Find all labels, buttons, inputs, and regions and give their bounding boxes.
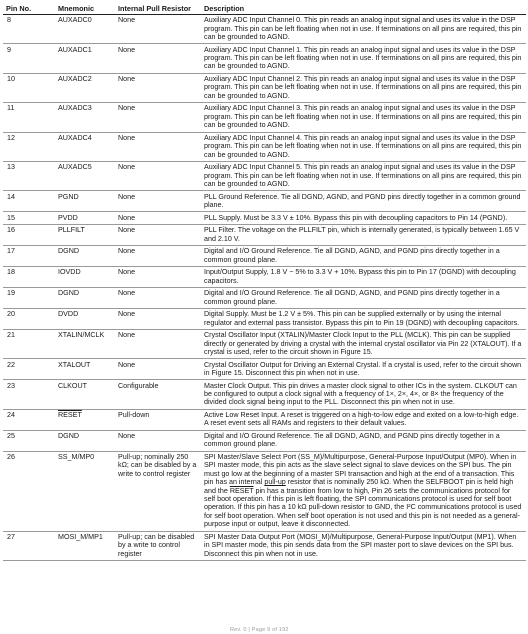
description: Crystal Oscillator Input (XTALIN)/Master Clock Input to the PLL (MCLK). This pin can be supplied directly or generated by driving a crystal with the internal crystal oscillator via Pin 22 (XTALOUT). If a crystal is used, refer to the circuit shown in Figure 15. [201, 330, 526, 359]
description: Digital and I/O Ground Reference. Tie all DGND, AGND, and PGND pins directly together in a common ground plane. [201, 288, 526, 309]
description: Auxiliary ADC Input Channel 2. This pin reads an analog input signal and uses its value in the DSP program. This pin can be left floating when not in use. If terminations on all pins are required, this pin can be grounded to AGND. [201, 73, 526, 102]
description-part: pin has a transition from low to high, Pin 26 sets the communications protocol for self boot operation. If this pin is left floating, the SPI communications protocol is used for self boot operation. If this pin has a 10 kΩ pull-down resistor to GND, the I²C communications protocol is used for self boot operation. When self boot operation is not used and this pin is not needed as a general-purpose input or output, leave it disconnected. [204, 486, 522, 529]
description: Input/Output Supply, 1.8 V − 5% to 3.3 V + 10%. Bypass this pin to Pin 17 (DGND) with decoupling capacitors. [201, 267, 526, 288]
pin-number: 16 [3, 225, 55, 246]
pin-number: 25 [3, 430, 55, 451]
table-row [3, 246, 526, 267]
description: Auxiliary ADC Input Channel 5. This pin reads an analog input signal and uses its value in the DSP program. This pin can be left floating when not in use. If terminations on all pins are required, this pin can be grounded to AGND. [201, 162, 526, 191]
page-footer: Rev. 0 | Page 9 of 192 [230, 627, 289, 633]
pin-number: 13 [3, 162, 55, 191]
pin-number: 21 [3, 330, 55, 359]
mnemonic: PVDD [55, 212, 115, 225]
reset-mnemonic-overbar: RESET [58, 411, 82, 420]
table-row [3, 409, 526, 430]
pin-number: 11 [3, 103, 55, 132]
pin-number: 24 [3, 409, 55, 430]
mnemonic: XTALIN/MCLK [55, 330, 115, 359]
pull-resistor: None [115, 359, 201, 380]
description: Crystal Oscillator Output for Driving an External Crystal. If a crystal is used, refer to the circuit shown in Figure 15. Disconnect this pin when not in use. [201, 359, 526, 380]
pull-resistor: None [115, 430, 201, 451]
description: PLL Supply. Must be 3.3 V ± 10%. Bypass this pin with decoupling capacitors to Pin 14 (PGND). [201, 212, 526, 225]
mnemonic: SS_M/MP0 [55, 451, 115, 531]
description: Master Clock Output. This pin drives a master clock signal to other ICs in the system. CLKOUT can be configured to output a clock signal with a frequency of 1×, 2×, 4×, or 8× the frequency of the divided clock signal being input to the PLL. Disconnect this pin when not in use. [201, 380, 526, 409]
description: Auxiliary ADC Input Channel 4. This pin reads an analog input signal and uses its value in the DSP program. This pin can be left floating when not in use. If terminations on all pins are required, this pin can be grounded to AGND. [201, 132, 526, 161]
mnemonic: DVDD [55, 309, 115, 330]
mnemonic: AUXADC5 [55, 162, 115, 191]
pin-number: 10 [3, 73, 55, 102]
description: SPI Master Data Output Port (MOSI_M)/Multipurpose, General-Purpose Input/Output (MP1). When in SPI master mode, this pin sends data from the SPI master port to slave devices on the SPI bus. Disconnect this pin when not in use. [201, 531, 526, 560]
description: PLL Filter. The voltage on the PLLFILT pin, which is internally generated, is typically between 1.65 V and 2.10 V. [201, 225, 526, 246]
mnemonic: AUXADC0 [55, 15, 115, 44]
table-row [3, 309, 526, 330]
mnemonic: PGND [55, 191, 115, 212]
pull-resistor: None [115, 267, 201, 288]
table-header-row [3, 3, 526, 15]
description: Digital Supply. Must be 1.2 V ± 5%. This pin can be supplied externally or by using the internal regulator and external pass transistor. Bypass this pin to Pin 19 (DGND) with decoupling capacitors. [201, 309, 526, 330]
pull-resistor: None [115, 15, 201, 44]
pull-resistor: None [115, 212, 201, 225]
pull-resistor: None [115, 309, 201, 330]
mnemonic: DGND [55, 430, 115, 451]
pin-number: 27 [3, 531, 55, 560]
table-row [3, 212, 526, 225]
table-row [3, 267, 526, 288]
mnemonic: MOSI_M/MP1 [55, 531, 115, 560]
table-row [3, 531, 526, 560]
pull-resistor: None [115, 246, 201, 267]
pull-resistor: Pull-up; can be disabled by a write to control register [115, 531, 201, 560]
pull-resistor: None [115, 162, 201, 191]
description: Active Low Reset Input. A reset is triggered on a high-to-low edge and exited on a low-to-high edge. A reset event sets all RAMs and registers to their default values. [201, 409, 526, 430]
mnemonic: AUXADC3 [55, 103, 115, 132]
pin-number: 20 [3, 309, 55, 330]
pull-resistor: None [115, 44, 201, 73]
table-row [3, 380, 526, 409]
pin-number: 8 [3, 15, 55, 44]
pin-number: 26 [3, 451, 55, 531]
table-row [3, 359, 526, 380]
mnemonic: AUXADC2 [55, 73, 115, 102]
table-row [3, 430, 526, 451]
table-row [3, 191, 526, 212]
mnemonic: CLKOUT [55, 380, 115, 409]
header-pin-no: Pin No. [3, 3, 55, 15]
table-row [3, 225, 526, 246]
pull-resistor: None [115, 288, 201, 309]
pin-number: 14 [3, 191, 55, 212]
pin-function-table [3, 3, 526, 561]
description-part: resistor that is nominally 250 kΩ. When the SELFBOOT pin is held high and the [204, 478, 514, 495]
pull-resistor: None [115, 132, 201, 161]
description-part-overbar: RESET [229, 486, 254, 495]
mnemonic: PLLFILT [55, 225, 115, 246]
description: Auxiliary ADC Input Channel 3. This pin reads an analog input signal and uses its value in the DSP program. This pin can be left floating when not in use. If terminations on all pins are required, this pin can be grounded to AGND. [201, 103, 526, 132]
pin-function-table-page [3, 3, 526, 561]
table-row [3, 288, 526, 309]
header-internal-pull-resistor: Internal Pull Resistor [115, 3, 201, 15]
pull-resistor: Pull-down [115, 409, 201, 430]
description: Digital and I/O Ground Reference. Tie all DGND, AGND, and PGND pins directly together in a common ground plane. [201, 246, 526, 267]
mnemonic: AUXADC4 [55, 132, 115, 161]
pull-resistor: None [115, 73, 201, 102]
description-part: SPI Master/Slave Select Port (SS_M)/Multipurpose, General-Purpose Input/Output (MP0). When in SPI master mode, this pin acts as the slave select signal to slave devices on the SPI bus. The pin must go low at the beginning of a master SPI transaction and high at the end of a transaction. This pin has an internal [204, 453, 517, 487]
table-row [3, 330, 526, 359]
pull-resistor: None [115, 103, 201, 132]
description [201, 451, 526, 531]
table-row [3, 73, 526, 102]
mnemonic: XTALOUT [55, 359, 115, 380]
pull-resistor: None [115, 330, 201, 359]
pin-number: 12 [3, 132, 55, 161]
pull-resistor: None [115, 225, 201, 246]
header-description: Description [201, 3, 526, 15]
table-row [3, 44, 526, 73]
description: Auxiliary ADC Input Channel 0. This pin reads an analog input signal and uses its value in the DSP program. This pin can be left floating when not in use. If terminations on all pins are required, this pin can be grounded to AGND. [201, 15, 526, 44]
pin-number: 17 [3, 246, 55, 267]
table-row [3, 132, 526, 161]
pull-resistor: None [115, 191, 201, 212]
description: Auxiliary ADC Input Channel 1. This pin reads an analog input signal and uses its value in the DSP program. This pin can be left floating when not in use. If terminations on all pins are required, this pin can be grounded to AGND. [201, 44, 526, 73]
mnemonic: DGND [55, 246, 115, 267]
pin-number: 22 [3, 359, 55, 380]
description: PLL Ground Reference. Tie all DGND, AGND, and PGND pins directly together in a common ground plane. [201, 191, 526, 212]
description: Digital and I/O Ground Reference. Tie all DGND, AGND, and PGND pins directly together in a common ground plane. [201, 430, 526, 451]
table-row [3, 103, 526, 132]
header-mnemonic: Mnemonic [55, 3, 115, 15]
pin-number: 9 [3, 44, 55, 73]
mnemonic: IOVDD [55, 267, 115, 288]
pin-number: 23 [3, 380, 55, 409]
mnemonic: AUXADC1 [55, 44, 115, 73]
pin-number: 19 [3, 288, 55, 309]
pull-resistor: Configurable [115, 380, 201, 409]
table-row [3, 451, 526, 531]
mnemonic: DGND [55, 288, 115, 309]
pin-number: 18 [3, 267, 55, 288]
table-row [3, 162, 526, 191]
pin-number: 15 [3, 212, 55, 225]
mnemonic [55, 409, 115, 430]
table-row [3, 15, 526, 44]
description-part-underlined: pull-up [264, 478, 286, 487]
pull-resistor: Pull-up; nominally 250 kΩ; can be disabled by a write to control register [115, 451, 201, 531]
